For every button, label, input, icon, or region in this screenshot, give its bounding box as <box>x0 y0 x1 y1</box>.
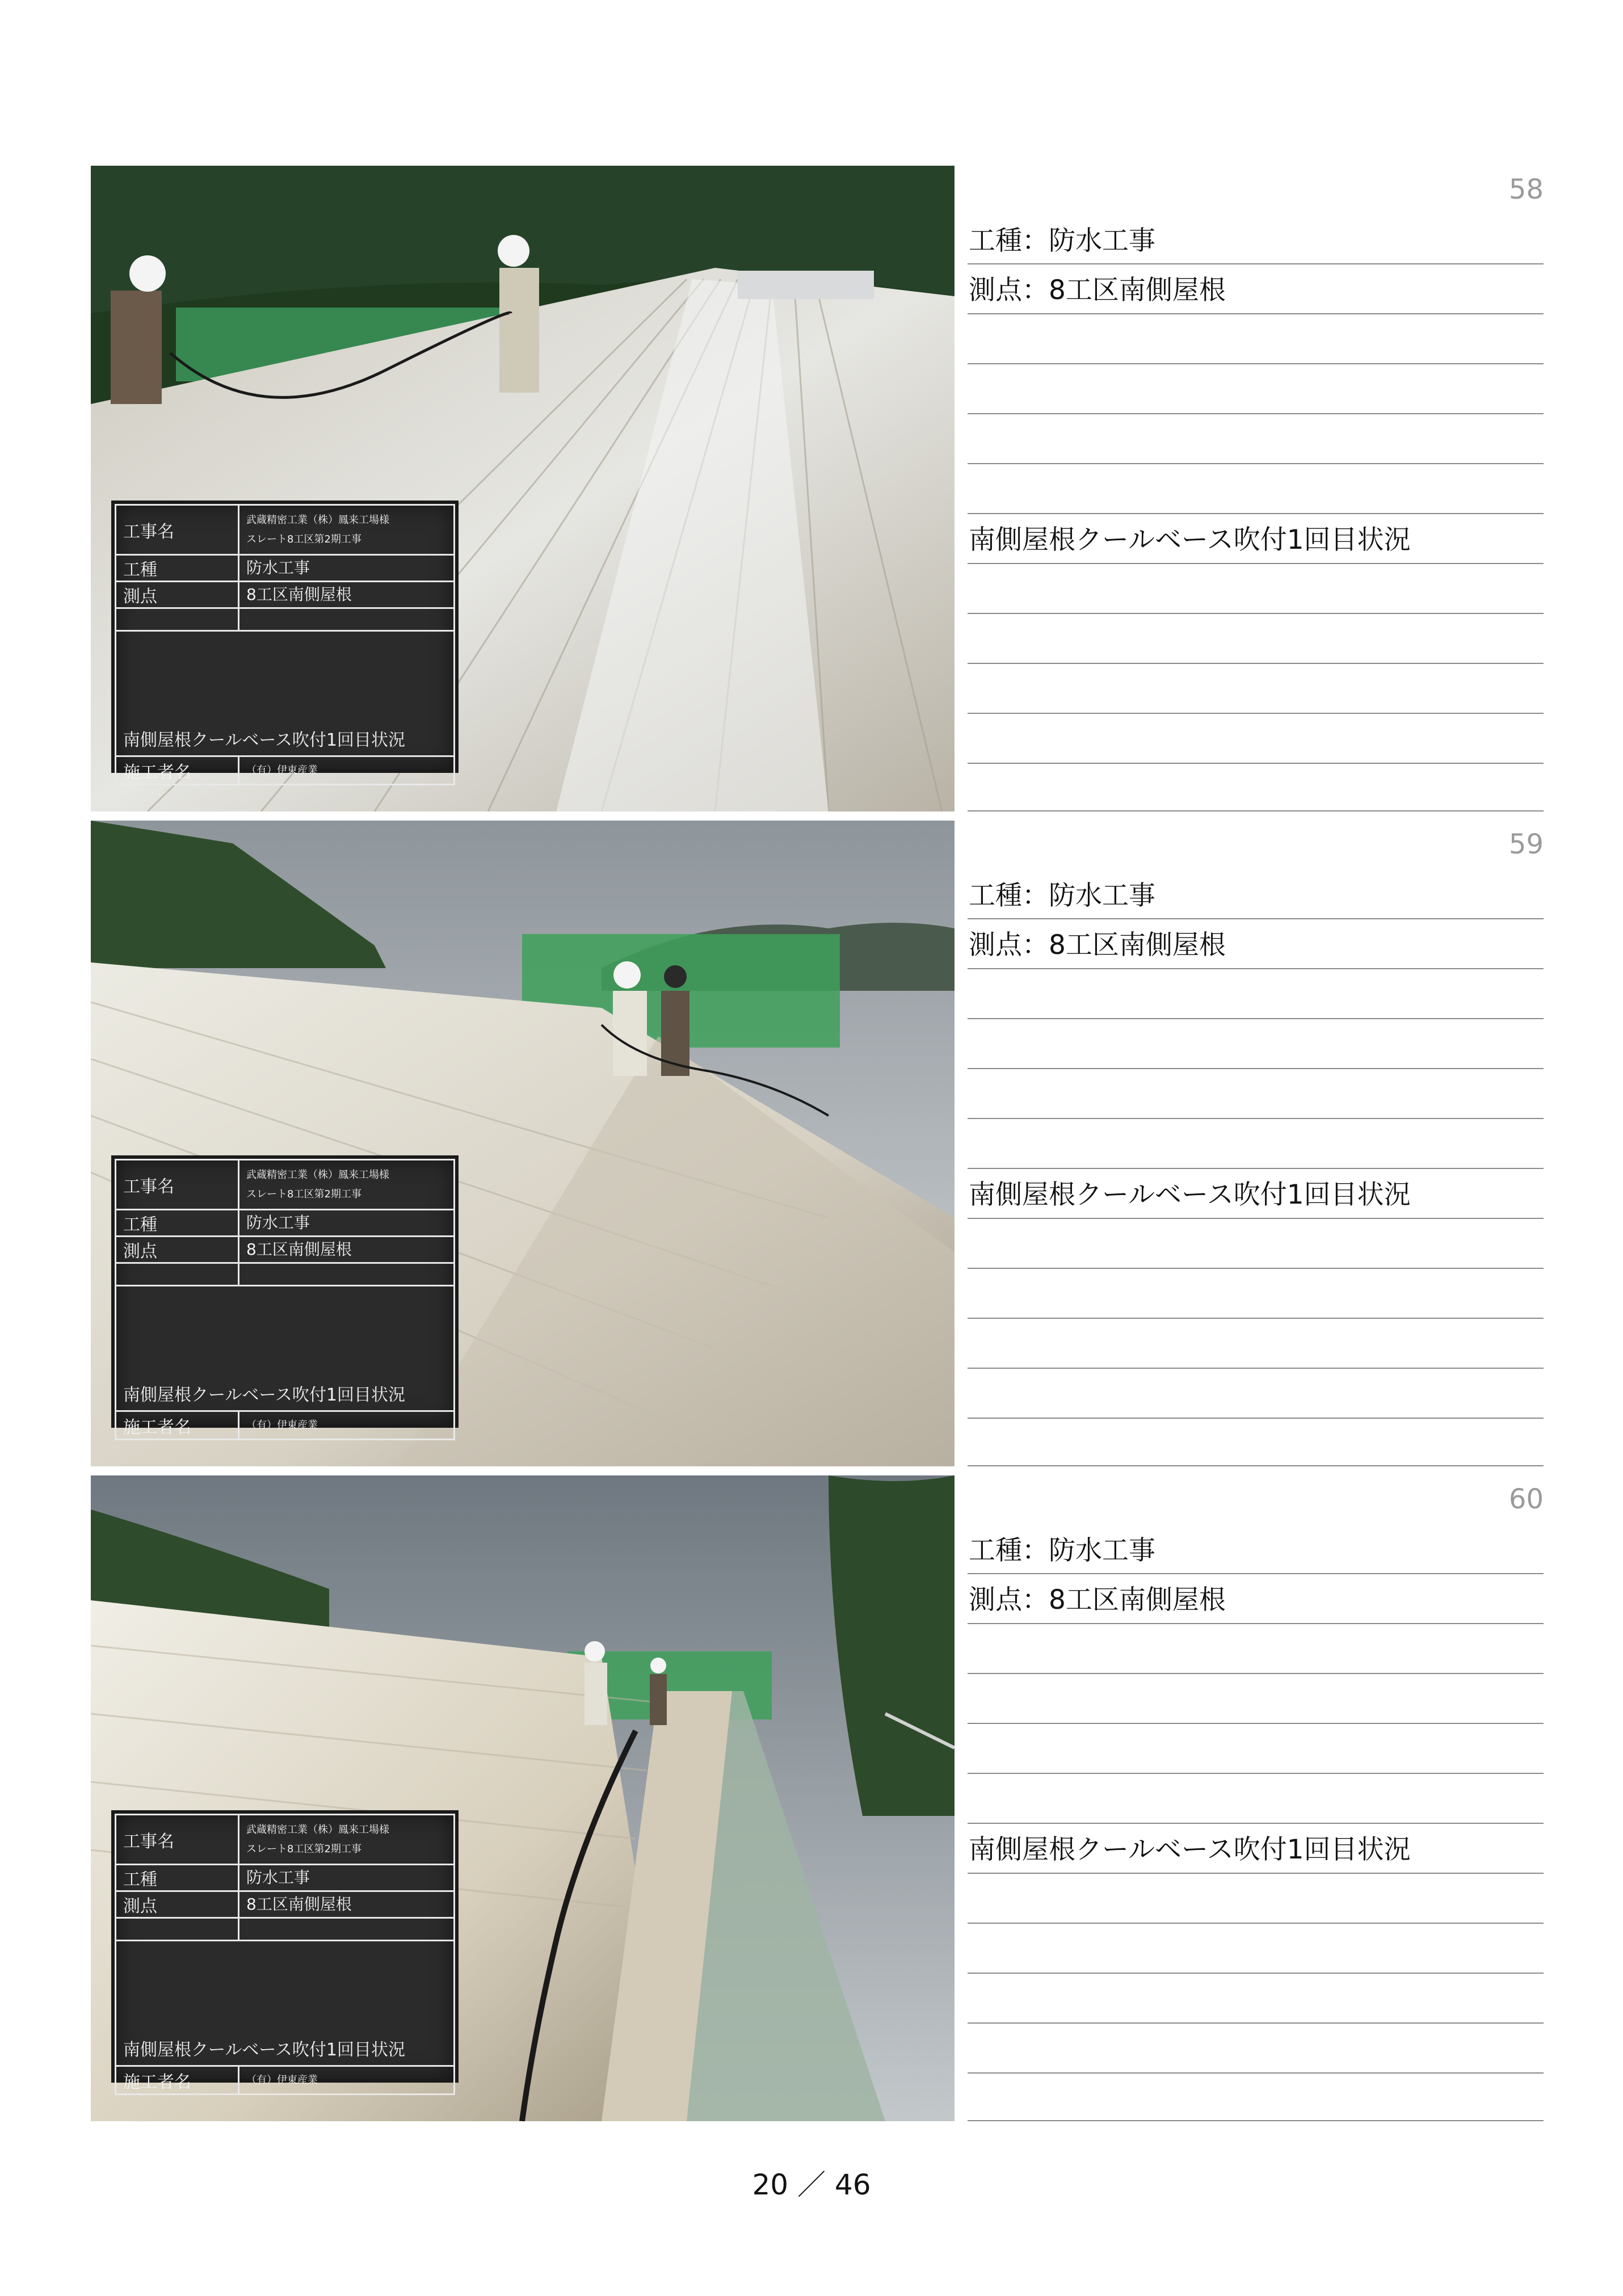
board-point-value: 8工区南側屋根 <box>239 1891 455 1918</box>
board-project-value-1: 武蔵精密工業（株）鳳来工場様 <box>246 1823 389 1836</box>
work-type-text: 工種：防水工事 <box>969 1535 1155 1566</box>
board-point-value: 8工区南側屋根 <box>239 582 455 608</box>
board-contractor-label: 施工者名 <box>116 2066 239 2095</box>
location-text: 測点：8工区南側屋根 <box>969 275 1226 306</box>
site-photo-60 <box>91 1475 955 2121</box>
board-point-label: 測点 <box>116 1891 239 1918</box>
board-point-label: 測点 <box>116 582 239 608</box>
description-text: 南側屋根クールベース吹付1回目状況 <box>969 1179 1411 1210</box>
site-photo-58 <box>91 166 955 811</box>
board-type-label: 工種 <box>116 1210 239 1237</box>
photo-record-60 <box>91 1475 1544 2121</box>
photo-number: 58 <box>1508 174 1544 205</box>
photo-number: 60 <box>1508 1483 1544 1515</box>
board-contractor-value: （有）伊東産業 <box>239 756 455 785</box>
board-project-value-2: スレート8工区第2期工事 <box>246 1188 361 1200</box>
work-type-text: 工種：防水工事 <box>969 880 1155 911</box>
board-contractor-value: （有）伊東産業 <box>239 2066 455 2095</box>
board-project-value-1: 武蔵精密工業（株）鳳来工場様 <box>246 1168 389 1181</box>
board-type-value: 防水工事 <box>239 555 455 582</box>
board-type-label: 工種 <box>116 555 239 582</box>
photo-number: 59 <box>1508 829 1544 860</box>
work-type-text: 工種：防水工事 <box>969 225 1155 256</box>
board-project-label: 工事名 <box>116 505 239 555</box>
description-text: 南側屋根クールベース吹付1回目状況 <box>969 1834 1411 1865</box>
board-type-value: 防水工事 <box>239 1210 455 1237</box>
board-project-label: 工事名 <box>116 1815 239 1865</box>
photo-record-58 <box>91 166 1544 811</box>
board-note: 南側屋根クールベース吹付1回目状況 <box>116 1286 455 1411</box>
board-contractor-label: 施工者名 <box>116 756 239 785</box>
board-project-value-2: スレート8工区第2期工事 <box>246 1843 361 1855</box>
board-point-label: 測点 <box>116 1237 239 1263</box>
location-text: 測点：8工区南側屋根 <box>969 930 1226 961</box>
board-contractor-value: （有）伊東産業 <box>239 1411 455 1440</box>
notes-panel <box>968 821 1544 1466</box>
location-text: 測点：8工区南側屋根 <box>969 1584 1226 1616</box>
board-contractor-label: 施工者名 <box>116 1411 239 1440</box>
board-note: 南側屋根クールベース吹付1回目状況 <box>116 631 455 756</box>
chalkboard-sign <box>111 1810 459 2092</box>
board-type-value: 防水工事 <box>239 1865 455 1891</box>
notes-panel <box>968 1475 1544 2121</box>
board-note: 南側屋根クールベース吹付1回目状況 <box>116 1941 455 2066</box>
notes-panel <box>968 166 1544 811</box>
site-photo-59 <box>91 821 955 1466</box>
board-project-value-1: 武蔵精密工業（株）鳳来工場様 <box>246 514 389 526</box>
board-point-value: 8工区南側屋根 <box>239 1237 455 1263</box>
board-project-value-2: スレート8工区第2期工事 <box>246 533 361 545</box>
page-indicator: 20 ／ 46 <box>752 2168 871 2201</box>
chalkboard-sign <box>111 501 459 783</box>
description-text: 南側屋根クールベース吹付1回目状況 <box>969 524 1411 556</box>
chalkboard-sign <box>111 1155 459 1437</box>
board-type-label: 工種 <box>116 1865 239 1891</box>
photo-record-59 <box>91 821 1544 1466</box>
board-project-label: 工事名 <box>116 1160 239 1210</box>
